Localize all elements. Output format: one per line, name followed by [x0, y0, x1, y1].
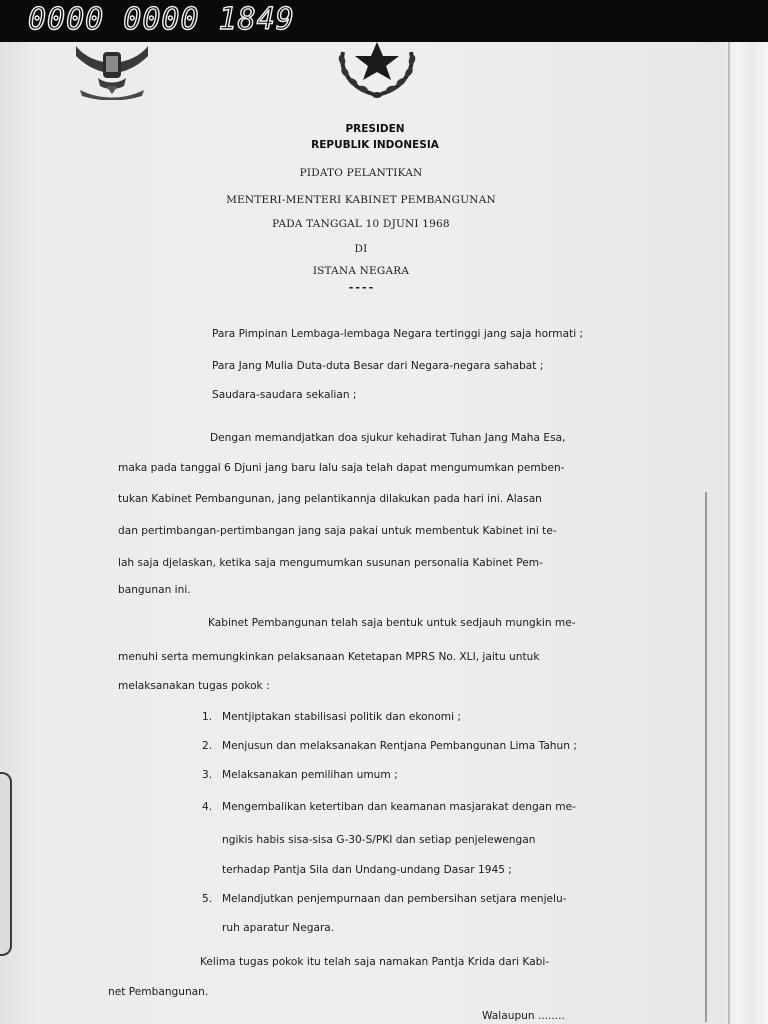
page-edge-line: [705, 492, 707, 1022]
salutation-line: Saudara-saudara sekalian ;: [212, 389, 357, 401]
adjacent-page-strip: [722, 42, 768, 1024]
task-text: ngikis habis sisa-sisa G-30-S/PKI dan setiap penjelewengan: [222, 834, 536, 846]
task-text: ruh aparatur Negara.: [222, 922, 335, 934]
paragraph-1-line: bangunan ini.: [118, 584, 191, 596]
speech-location-prep: DI: [354, 243, 368, 255]
presidential-star-emblem-icon: [333, 42, 421, 98]
task-text: Menjusun dan melaksanakan Rentjana Pembangunan Lima Tahun ;: [222, 740, 577, 752]
paragraph-1-line: dan pertimbangan-pertimbangan jang saja pakai untuk membentuk Kabinet ini te-: [118, 525, 557, 537]
paragraph-1-line: Dengan memandjatkan doa sjukur kehadirat Tuhan Jang Maha Esa,: [210, 432, 566, 444]
speech-subtitle: MENTERI-MENTERI KABINET PEMBANGUNAN: [226, 194, 496, 206]
task-number: 5.: [202, 893, 213, 905]
salutation-line: Para Jang Mulia Duta-duta Besar dari Negara-negara sahabat ;: [212, 360, 544, 372]
task-text: Melaksanakan pemilihan umum ;: [222, 769, 398, 781]
paragraph-1-line: maka pada tanggal 6 Djuni jang baru lalu saja telah dapat mengumumkan pemben-: [118, 462, 565, 474]
microfilm-frame-number: 0000 0000 1849: [28, 2, 295, 37]
task-text: Mentjiptakan stabilisasi politik dan ekonomi ;: [222, 711, 462, 723]
task-number: 4.: [202, 801, 213, 813]
task-number: 3.: [202, 769, 213, 781]
page-fold-edge: [0, 772, 12, 956]
paragraph-2-line: menuhi serta memungkinkan pelaksanaan Ketetapan MPRS No. XLI, jaitu untuk: [118, 651, 540, 663]
speech-title: PIDATO PELANTIKAN: [299, 167, 423, 179]
task-number: 2.: [202, 740, 213, 752]
letterhead-line-1: PRESIDEN: [345, 123, 405, 135]
heading-separator: ----: [347, 281, 375, 294]
task-number: 1.: [202, 711, 213, 723]
salutation-line: Para Pimpinan Lembaga-lembaga Negara tertinggi jang saja hormati ;: [212, 328, 584, 340]
speech-date: PADA TANGGAL 10 DJUNI 1968: [272, 218, 450, 230]
microfilm-header-strip: [0, 0, 768, 42]
task-text: Melandjutkan penjempurnaan dan pembersihan setjara menjelu-: [222, 893, 567, 905]
paragraph-3-line: Kelima tugas pokok itu telah saja namakan Pantja Krida dari Kabi-: [200, 956, 550, 968]
task-text: Mengembalikan ketertiban dan keamanan masjarakat dengan me-: [222, 801, 576, 813]
letterhead-line-2: REPUBLIK INDONESIA: [311, 139, 439, 151]
paragraph-1-line: lah saja djelaskan, ketika saja mengumumkan susunan personalia Kabinet Pem-: [118, 557, 543, 569]
task-text: terhadap Pantja Sila dan Undang-undang Dasar 1945 ;: [222, 864, 512, 876]
paragraph-2-line: melaksanakan tugas pokok :: [118, 680, 270, 692]
letterhead: [300, 121, 450, 153]
catchword: Walaupun ........: [482, 1010, 565, 1022]
paragraph-2-line: Kabinet Pembangunan telah saja bentuk untuk sedjauh mungkin me-: [208, 617, 576, 629]
speech-location: ISTANA NEGARA: [312, 265, 410, 277]
garuda-emblem-icon: [70, 42, 154, 100]
paragraph-1-line: tukan Kabinet Pembangunan, jang pelantikannja dilakukan pada hari ini. Alasan: [118, 493, 542, 505]
paragraph-3-line: net Pembangunan.: [108, 986, 209, 998]
